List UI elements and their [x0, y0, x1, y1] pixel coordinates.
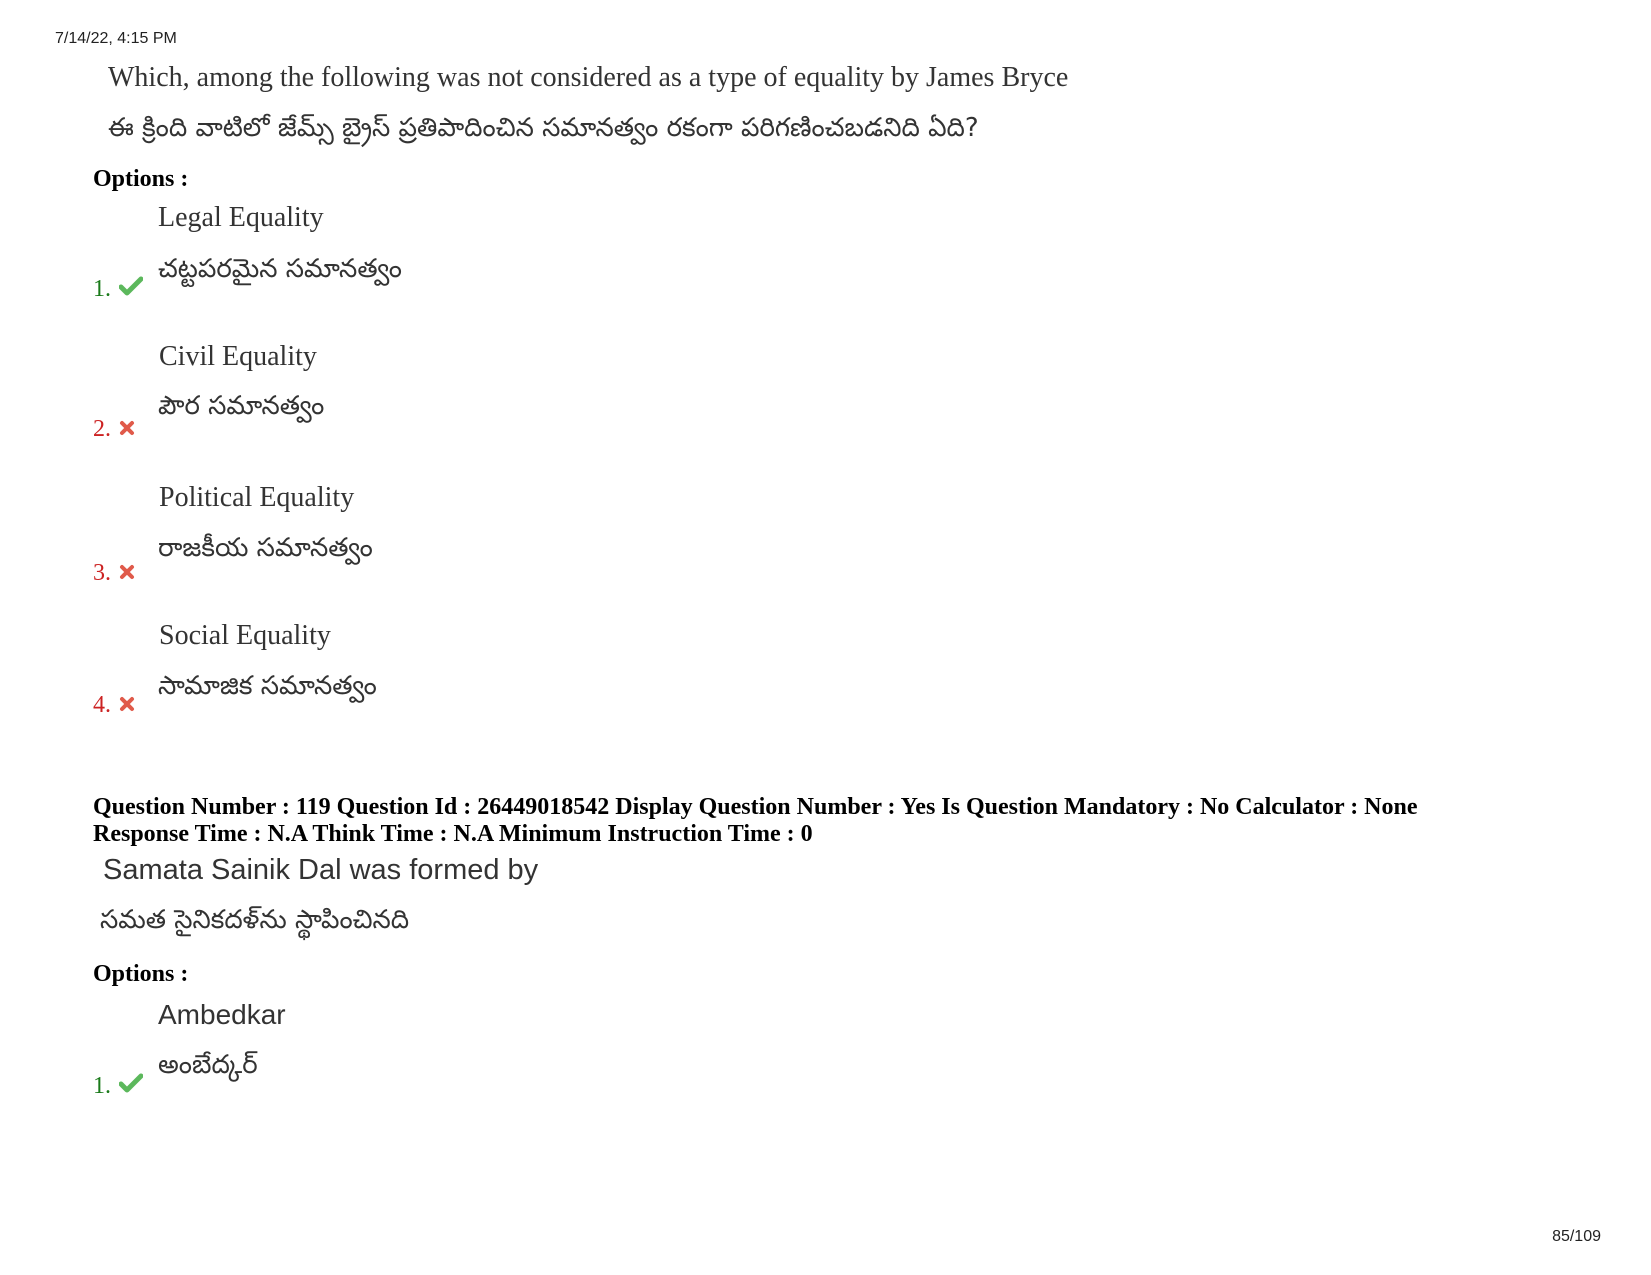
- option-number-label: 1.: [93, 276, 111, 302]
- check-icon: [119, 1073, 143, 1100]
- option-number: [93, 692, 135, 719]
- option-number-label: 4.: [93, 692, 111, 718]
- option-text-te: సామాజిక సమానత్వం: [158, 671, 377, 701]
- option-number-label: 1.: [93, 1073, 111, 1099]
- option-number: [93, 1073, 143, 1100]
- option-text-en: Political Equality: [159, 482, 355, 513]
- question-text-te: సమత సైనికదళ్‌ను స్థాపించినది: [100, 905, 410, 935]
- option-number: [93, 416, 135, 443]
- page-number: 85/109: [1552, 1228, 1601, 1245]
- option-text-te: రాజకీయ సమానత్వం: [158, 533, 373, 563]
- cross-icon: [119, 692, 135, 719]
- option-text-en: Legal Equality: [158, 202, 324, 233]
- option-text-te: అంబేద్కర్: [158, 1050, 258, 1080]
- option-text-te: పౌర సమానత్వం: [158, 391, 325, 421]
- option-number: [93, 560, 135, 587]
- question-meta-line: Response Time : N.A Think Time : N.A Minimum Instruction Time : 0: [93, 821, 813, 847]
- option-number-label: 2.: [93, 416, 111, 442]
- option-text-en: Social Equality: [159, 620, 331, 651]
- question-text-en: Samata Sainik Dal was formed by: [103, 854, 539, 886]
- question-text-en: Which, among the following was not considered as a type of equality by James Bryce: [108, 62, 1069, 93]
- option-number: [93, 276, 143, 303]
- cross-icon: [119, 560, 135, 587]
- cross-icon: [119, 416, 135, 443]
- option-number-label: 3.: [93, 560, 111, 586]
- option-text-en: Ambedkar: [158, 999, 286, 1030]
- options-label: Options :: [93, 961, 189, 987]
- option-text-te: చట్టపరమైన సమానత్వం: [158, 254, 402, 284]
- check-icon: [119, 276, 143, 303]
- question-text-te: ఈ క్రింది వాటిలో జేమ్స్ బ్రైస్ ప్రతిపాదించిన సమానత్వం రకంగా పరిగణించబడనిది ఏది?: [108, 113, 979, 143]
- option-text-en: Civil Equality: [159, 341, 317, 372]
- options-label: Options :: [93, 166, 189, 192]
- question-meta-line: Question Number : 119 Question Id : 26449018542 Display Question Number : Yes Is Question Mandatory : No Calculator : None: [93, 794, 1418, 820]
- print-timestamp: 7/14/22, 4:15 PM: [55, 30, 177, 47]
